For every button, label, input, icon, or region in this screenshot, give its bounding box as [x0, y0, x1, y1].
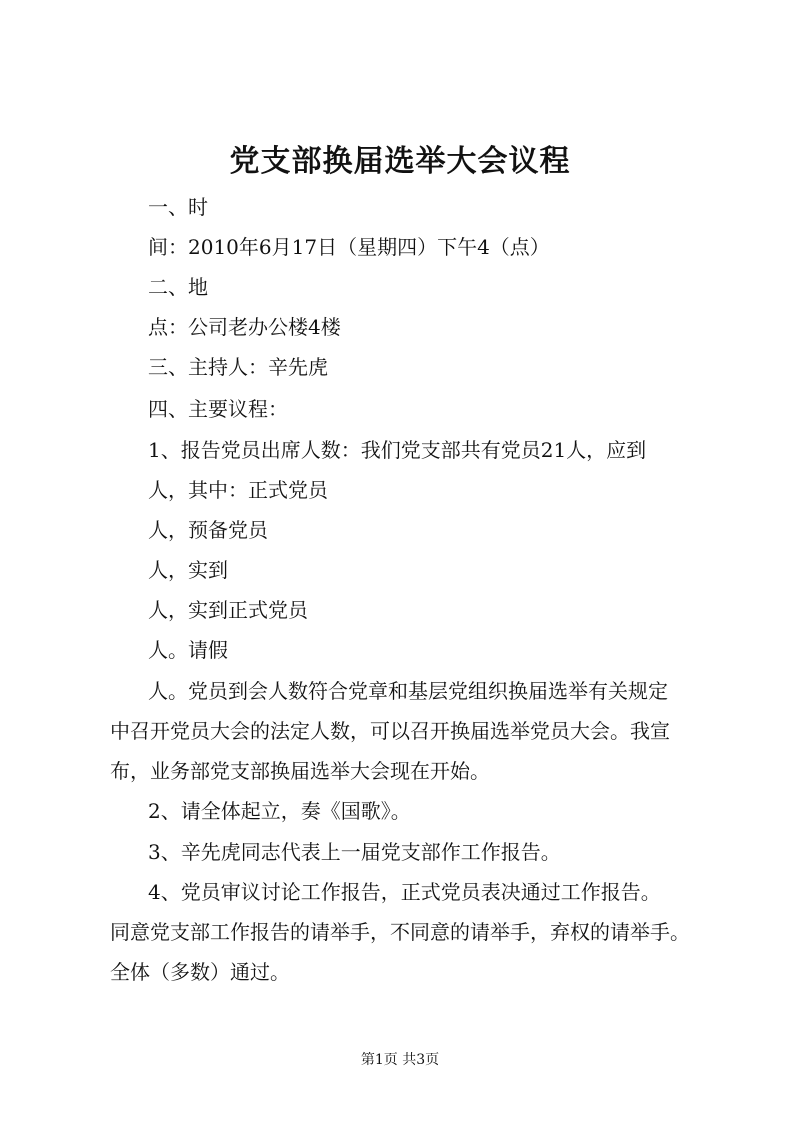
paragraph-line: 同意党支部工作报告的请举手，不同意的请举手，弃权的请举手。 — [110, 920, 690, 944]
paragraph-line: 4、党员审议讨论工作报告，正式党员表决通过工作报告。 — [148, 880, 661, 904]
document-title: 党支部换届选举大会议程 — [229, 144, 571, 179]
paragraph-line: 点：公司老办公楼4楼 — [148, 315, 341, 339]
paragraph-line: 全体（多数）通过。 — [110, 960, 290, 984]
paragraph-line: 人。请假 — [148, 638, 228, 662]
paragraph-line: 三、主持人：辛先虎 — [148, 355, 328, 379]
paragraph-line: 布，业务部党支部换届选举大会现在开始。 — [110, 759, 490, 783]
paragraph-line: 人。党员到会人数符合党章和基层党组织换届选举有关规定 — [148, 679, 668, 703]
paragraph-line: 人，实到 — [148, 558, 228, 582]
page-footer: 第1页 共3页 — [360, 1052, 440, 1068]
paragraph-line: 2、请全体起立，奏《国歌》。 — [148, 799, 411, 823]
paragraph-line: 1、报告党员出席人数：我们党支部共有党员21人，应到 — [148, 438, 647, 462]
paragraph-line: 人，预备党员 — [148, 518, 268, 542]
paragraph-line: 人，其中：正式党员 — [148, 478, 328, 502]
paragraph-line: 3、辛先虎同志代表上一届党支部作工作报告。 — [148, 840, 561, 864]
paragraph-line: 一、时 — [148, 195, 208, 219]
paragraph-line: 四、主要议程： — [148, 397, 288, 421]
paragraph-line: 间：2010年6月17日（星期四）下午4（点） — [148, 235, 550, 259]
paragraph-line: 二、地 — [148, 275, 208, 299]
paragraph-line: 人，实到正式党员 — [148, 598, 308, 622]
paragraph-line: 中召开党员大会的法定人数，可以召开换届选举党员大会。我宣 — [110, 719, 670, 743]
